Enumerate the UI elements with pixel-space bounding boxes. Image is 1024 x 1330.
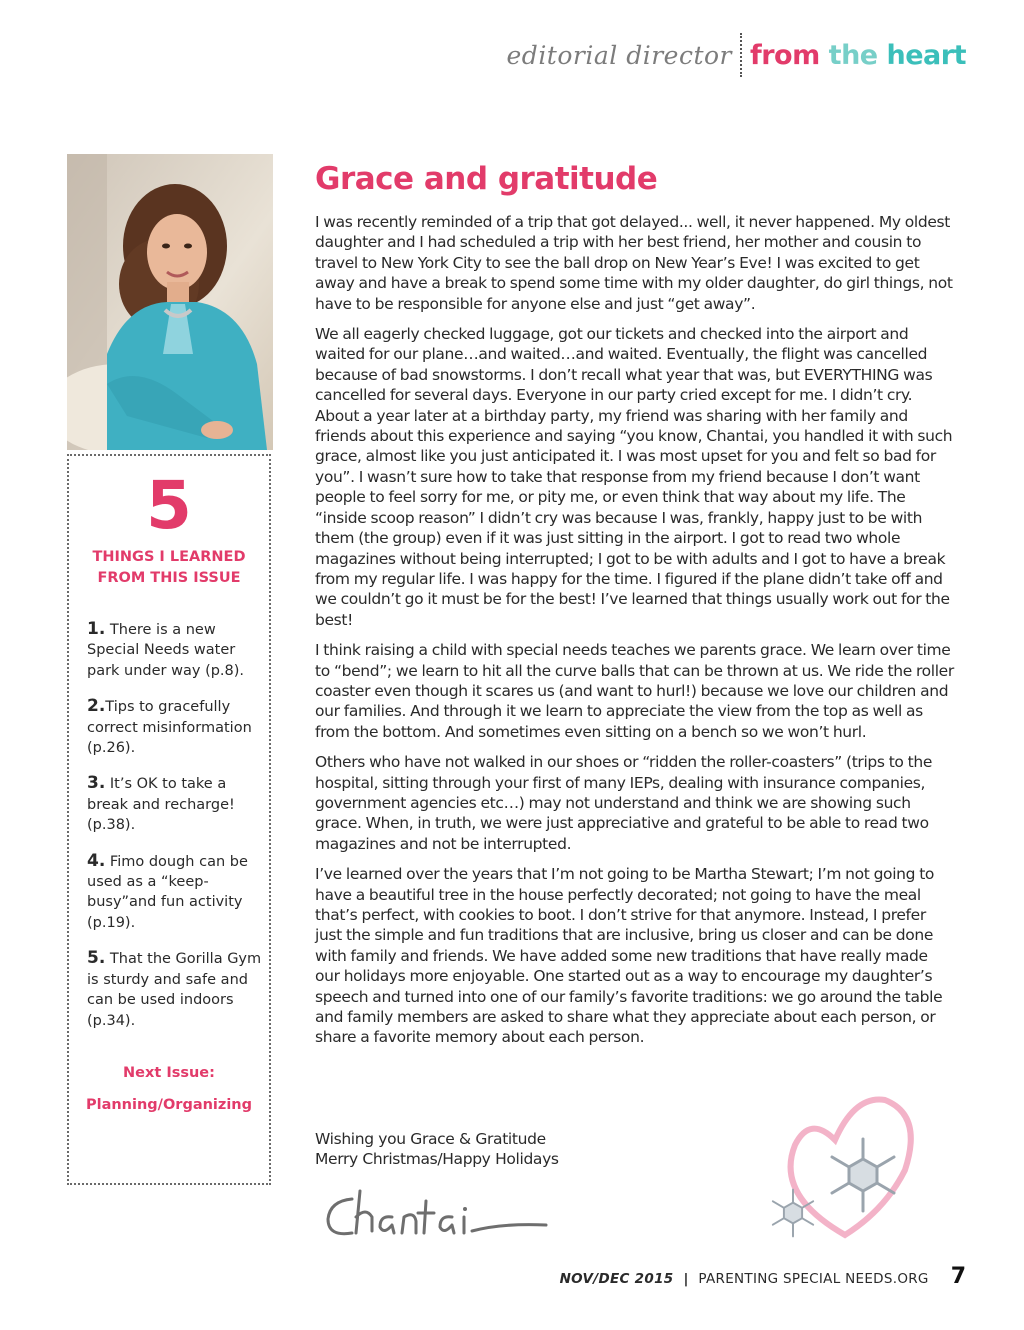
list-item [87, 696, 265, 758]
closing-line2: Merry Christmas/Happy Holidays [315, 1150, 559, 1169]
page-footer [560, 1264, 966, 1289]
feature-word-the: the [828, 39, 878, 71]
list-item-text: There is a new Special Needs water park under way (p.8). [87, 622, 245, 679]
article-paragraph: I was recently reminded of a trip that got delayed... well, it never happened. My oldest daughter and I had scheduled a trip with her best friend, her mother and cousin to travel to New York City to see the ball drop on New Year’s Eve! I was excited to get away and have a break to spend some time with my older daughter, do girl things, not have to be responsible for anyone else and just “get away”. [315, 213, 953, 313]
author-photo [67, 154, 273, 450]
page-number: 7 [950, 1264, 966, 1289]
things-learned-sidebar [67, 454, 271, 1185]
list-item-text: Tips to gracefully correct misinformation (p.26). [87, 699, 252, 757]
signature-image [322, 1187, 552, 1247]
list-item-number: 5. [87, 948, 106, 969]
article-paragraph: Others who have not walked in our shoes or “ridden the roller-coasters” (trips to the hospital, sitting through your first of many IEPs, dealing with insurance companies, government agencies etc…) may not understand and think we are showing such grace. When, in truth, we were just appreciative and grateful to be able to read two magazines and not be interrupted. [315, 753, 933, 853]
list-item [87, 773, 265, 835]
sidebar-heading-line2: FROM THIS ISSUE [97, 570, 241, 586]
author-signature [322, 1187, 552, 1251]
footer-website: PARENTING SPECIAL NEEDS.ORG [698, 1271, 929, 1287]
header-divider [740, 33, 742, 77]
heart-snowflake-icon [755, 1085, 925, 1250]
feature-word-heart: heart [886, 39, 966, 71]
article-paragraph: I think raising a child with special needs teaches we parents grace. We learn over time to “bend”; we learn to hit all the curve balls that can be thrown at us. We ride the roller coaster even though it scares us (and want to hurl!) because we love our children and our families. And through it we learn to appreciate the view from the top as well as from the bottom. And sometimes even sitting on a bench so we won’t hurl. [315, 641, 954, 741]
things-learned-list [87, 619, 265, 1046]
list-item [87, 948, 265, 1031]
article-title: Grace and gratitude [315, 161, 658, 197]
footer-separator: | [683, 1271, 689, 1287]
feature-title [750, 40, 966, 71]
sidebar-big-number: 5 [146, 467, 192, 544]
feature-word-from: from [750, 39, 820, 71]
article-paragraph: We all eagerly checked luggage, got our tickets and checked into the airport and waited for our plane…and waited…and waited. Eventually, the flight was cancelled because of bad snowstorms. I don’t recall what year that was, but EVERYTHING was cancelled for several days. Everyone in our party cried except for me. I didn’t cry. About a year later at a birthday party, my friend was sharing with her family and friends about this experience and saying “you know, Chantai, you handled it with such grace, almost like you just anticipated it. I was most upset for you and felt so bad for you”. I wasn’t sure how to take that response from my friend because I don’t want people to feel sorry for me, or pity me, or even think that way about my life. The “inside scoop reason” I didn’t cry was because I was, frankly, happy just to be with them (the group) even if it was just sitting in the airport. I got to read two whole magazines without being interrupted; I got to be with adults and I got to have a break from my regular life. I was happy for the time. I figured if the plane didn’t take off and we couldn’t go it must be for the best! I’ve learned that things usually work out for the best! [315, 325, 953, 629]
sidebar-heading [69, 547, 269, 589]
closing-text [315, 1129, 559, 1170]
next-issue-topic: Planning/Organizing [85, 1097, 253, 1113]
article-body [315, 212, 955, 1058]
list-item-text: Fimo dough can be used as a “keep-busy”and fun activity (p.19). [87, 853, 248, 931]
closing-line1: Wishing you Grace & Gratitude [315, 1130, 546, 1148]
section-label: editorial director [506, 40, 732, 70]
heart-snowflake-decoration-icon [755, 1085, 925, 1254]
list-item [87, 851, 265, 934]
list-item-text: It’s OK to take a break and recharge! (p.38). [87, 776, 235, 834]
author-portrait-image [67, 154, 273, 450]
footer-issue: NOV/DEC 2015 [559, 1271, 674, 1287]
next-issue-label: Next Issue: [123, 1065, 215, 1081]
article-paragraph: I’ve learned over the years that I’m not going to be Martha Stewart; I’m not going to have a beautiful tree in the house perfectly decorated; not going to have the meal that’s perfect, with cookies to boot. I don’t strive for that anymore. Instead, I prefer just the simple and fun traditions that are inclusive, bring us closer and can be done with family and friends. We have added some new traditions that have really made our holidays more enjoyable. One started out as a way to encourage my daughter’s speech and turned into one of our family’s favorite traditions: we go around the table and family members are asked to share what they appreciate about each person, or share a favorite memory about each person. [315, 865, 943, 1047]
sidebar-heading-line1: THINGS I LEARNED [92, 549, 246, 565]
list-item-number: 1. [87, 619, 106, 639]
list-item-number: 3. [87, 773, 106, 794]
list-item-number: 4. [87, 850, 106, 871]
page-header [507, 32, 966, 78]
list-item-number: 2. [87, 696, 106, 717]
list-item [87, 619, 265, 681]
list-item-text: That the Gorilla Gym is sturdy and safe and can be used indoors (p.34). [87, 951, 262, 1029]
